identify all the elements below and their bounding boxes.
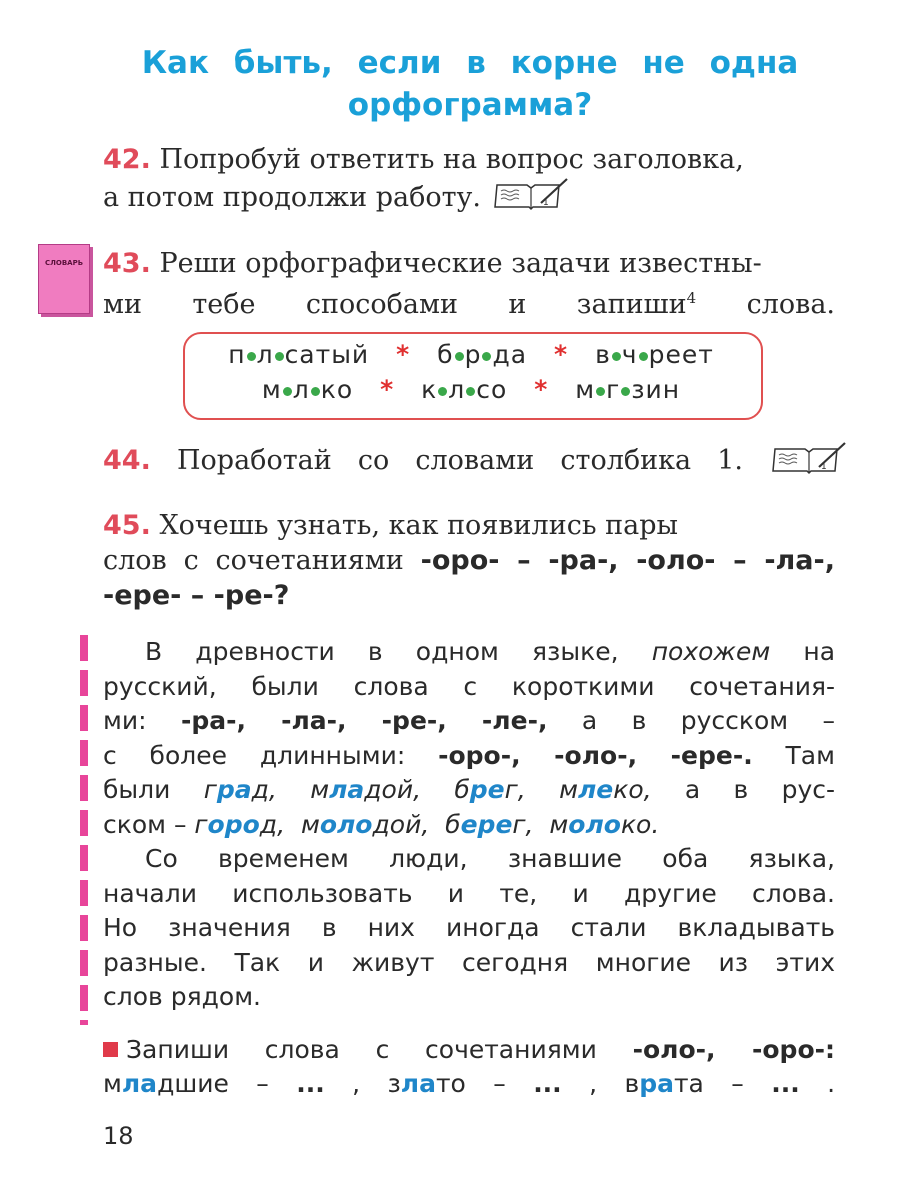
word-item: м л ко <box>261 375 354 404</box>
task-42 <box>103 142 835 220</box>
word-item: в ч реет <box>595 340 714 369</box>
missing-letter-dot <box>612 352 621 361</box>
task-number: 42. <box>103 144 151 175</box>
svg-text:1: 1 <box>821 462 827 472</box>
notebook-pen-icon <box>771 441 847 484</box>
notebook-pen-icon <box>493 177 569 220</box>
word-mleko: млеко, <box>559 775 652 804</box>
word-grad: град, <box>203 775 277 804</box>
reading-sidebar-marker <box>80 635 88 1025</box>
word-item: к л со <box>421 375 508 404</box>
task-text-line: ми тебе способами и запиши <box>103 289 687 320</box>
dictionary-book-icon <box>38 244 90 314</box>
title-line-1: Как быть, если в корне не одна <box>141 45 799 81</box>
word-item: м г зин <box>575 375 681 404</box>
task-text-line: Попробуй ответить на вопрос заголовка, <box>159 144 744 175</box>
word-mladoy: младой, <box>310 775 422 804</box>
word-breg: брег, <box>454 775 526 804</box>
word-gorod: город, <box>194 809 286 839</box>
footnote-marker: 4 <box>686 289 697 307</box>
task-text-line: Поработай со словами столбика 1. <box>177 445 743 476</box>
missing-letter-dot <box>466 387 475 396</box>
star-separator: * <box>554 340 569 369</box>
word-moloko: молоко. <box>549 809 660 839</box>
task-44 <box>103 443 835 478</box>
word-row-1 <box>183 340 759 369</box>
task-text-line: слов с сочетаниями <box>103 545 404 576</box>
word-item: б р да <box>437 340 528 369</box>
task-text-line: Реши орфографические задачи известны- <box>159 248 762 279</box>
red-square-marker <box>103 1042 118 1057</box>
missing-letter-dot <box>283 387 292 396</box>
word-row-2 <box>183 375 759 404</box>
star-separator: * <box>380 375 395 404</box>
missing-letter-dot <box>621 387 630 396</box>
word-item: п л сатый <box>228 340 370 369</box>
word-zlato: злато <box>387 1069 466 1098</box>
missing-letter-dot <box>482 352 491 361</box>
final-task: Запиши слова с сочетаниями -оло-, -оро-: младшие – ... , злато – ... , врата – ... . <box>103 1035 836 1098</box>
missing-letter-dot <box>247 352 256 361</box>
letter-combinations: -оро- – -ра-, -оло- – -ла-, <box>420 545 835 576</box>
task-number: 43. <box>103 248 151 279</box>
dictionary-label: СЛОВАРЬ <box>44 259 84 267</box>
missing-letter-dot <box>438 387 447 396</box>
word-bereg: берег, <box>445 809 534 839</box>
task-45 <box>103 508 835 613</box>
letter-combinations: -ере- – -ре-? <box>103 580 290 611</box>
page-title <box>100 42 840 126</box>
reading-passage: В древности в одном языке, похожем на русский, были слова с короткими сочетания- ми: -ра-, -ла-, -ре-, -ле-, а в русском – с более длинными: -оро-, -оло-, -ере-. Там были град, младой, брег, млеко, а в рус- ском – город, молодой, берег, молоко. Со временем люди, знавшие оба языка, начали использовать и те, и другие слова. Но значения в них иногда стали вкладывать разные. Так и живут сегодня многие из этих слов рядом. <box>103 637 836 1011</box>
missing-letter-dot <box>455 352 464 361</box>
task-number: 45. <box>103 510 151 541</box>
missing-letter-dot <box>639 352 648 361</box>
missing-letter-dot <box>275 352 284 361</box>
word-mladshie: младшие <box>103 1069 229 1098</box>
title-line-2: орфограмма? <box>347 87 593 123</box>
star-separator: * <box>534 375 549 404</box>
task-text-line: а потом продолжи работу. <box>103 182 481 213</box>
task-text-line: Хочешь узнать, как появились пары <box>159 510 678 541</box>
word-vrata: врата <box>624 1069 704 1098</box>
task-43 <box>103 246 835 322</box>
page-number: 18 <box>103 1122 134 1150</box>
svg-text:1: 1 <box>543 198 549 208</box>
missing-letter-dot <box>311 387 320 396</box>
star-separator: * <box>396 340 411 369</box>
word-molodoy: молодой, <box>300 809 430 839</box>
missing-letter-dot <box>596 387 605 396</box>
task-text-line: слова. <box>696 289 836 320</box>
task-number: 44. <box>103 445 151 476</box>
